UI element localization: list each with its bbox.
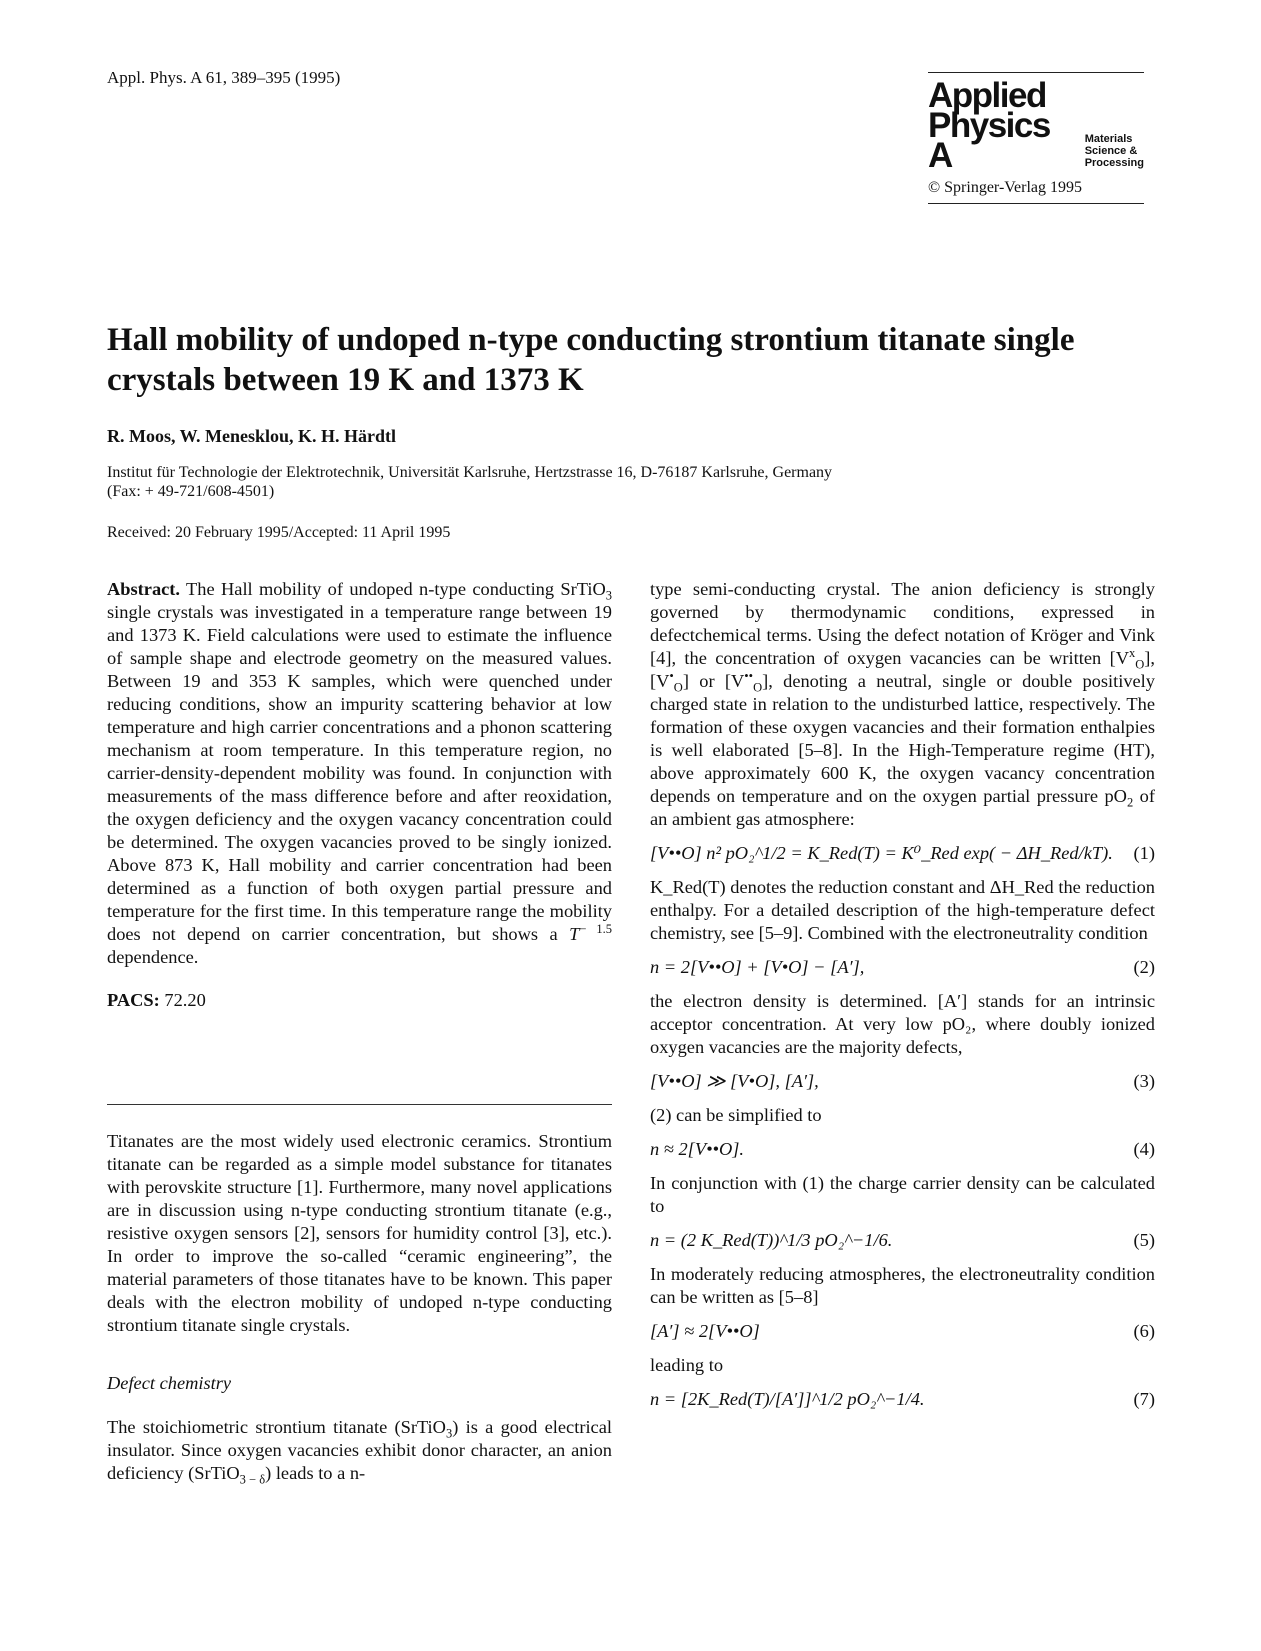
equation-6 xyxy=(650,1320,1155,1343)
abstract xyxy=(107,578,612,969)
affiliation-fax: (Fax: + 49-721/608-4501) xyxy=(107,483,275,500)
eq3-number: (3) xyxy=(1133,1071,1155,1091)
intro-block xyxy=(107,1130,612,1337)
defect-sub-delta: 3 − δ xyxy=(239,1472,266,1487)
logo-sub-2: Science & xyxy=(1084,145,1138,157)
vac-double: •• xyxy=(744,668,754,683)
right-paragraph-4: (2) can be simplified to xyxy=(650,1105,822,1125)
eq1-number: (1) xyxy=(1133,843,1155,863)
logo-title xyxy=(928,76,1079,175)
p1-text-d: ], denoting a neutral, single or double positively charged state in relation to the undisturbed lattice, respectively. The formation of these oxygen vacancies and their formation enthalpies is well elaborated [5–8]. In the High-Temperature regime (HT), above approximately 600 K, the oxygen vacancy concentration depends on temperature and on the oxygen partial pressure pO xyxy=(650,671,1155,806)
equation-2 xyxy=(650,956,1155,979)
defect-text-c: ) leads to a n- xyxy=(265,1463,366,1483)
p1-text-b: ], [V xyxy=(650,648,1155,691)
authors: R. Moos, W. Menesklou, K. H. Härdtl xyxy=(107,426,397,446)
abstract-T: T xyxy=(569,924,580,944)
abstract-text-b: single crystals was investigated in a temperature range between 19 and 1373 K. Field calculations were used to estimate the influence of sample shape and electrode geometry on the measured values. Between 19 and 353 K samples, which were quenched under reducing conditions, show an impurity scattering behavior at low temperature and high carrier concentrations and a phonon scattering mechanism at room temperature. In this temperature region, no carrier-density-dependent mobility was found. In conjunction with measurements of the mass difference before and after reoxidation, the oxygen deficiency and the oxygen vacancy concentration could be determined. The oxygen vacancies proved to be singly ionized. Above 873 K, Hall mobility and carrier concentration had been determined as a function of both oxygen partial pressure and temperature for the first time. In this temperature range the mobility does not depend on carrier concentration, but shows a xyxy=(107,602,612,944)
logo-line-1: Applied xyxy=(928,76,1046,115)
eq4-number: (4) xyxy=(1133,1139,1155,1159)
right-column xyxy=(650,578,1155,1422)
equation-4 xyxy=(650,1138,1155,1161)
eq6-number: (6) xyxy=(1133,1321,1155,1341)
eq4-body: n ≈ 2[V••O]. xyxy=(650,1139,744,1159)
right-paragraph-2: K_Red(T) denotes the reduction constant and ΔH_Red the reduction enthalpy. For a detailed description of the high-temperature defect chemistry, see [5–9]. Combined with the electroneutrality condition xyxy=(650,877,1155,943)
logo-sub-3: Processing xyxy=(1084,157,1144,169)
received-dates: Received: 20 February 1995/Accepted: 11 April 1995 xyxy=(107,524,451,541)
right-paragraph-3: the electron density is determined. [A′] stands for an intrinsic acceptor concentration. At very low pO₂, where doubly ionized oxygen vacancies are the majority defects, xyxy=(650,991,1155,1057)
eq2-body: n = 2[V••O] + [V•O] − [A′], xyxy=(650,957,865,977)
logo-bottom-rule xyxy=(928,203,1144,204)
affiliation xyxy=(107,463,1137,501)
abstract-separator xyxy=(107,1104,612,1105)
logo-wordmark xyxy=(928,76,1144,175)
section-block xyxy=(107,1372,612,1485)
pacs xyxy=(107,989,612,1012)
po2-sub: 2 xyxy=(1126,795,1134,810)
eq6-body: [A′] ≈ 2[V••O] xyxy=(650,1321,760,1341)
eq7-number: (7) xyxy=(1133,1389,1155,1409)
abstract-exponent: − 1.5 xyxy=(579,921,612,936)
defect-paragraph xyxy=(107,1416,612,1485)
right-paragraph-7: leading to xyxy=(650,1355,724,1375)
journal-logo xyxy=(928,72,1144,204)
logo-line-2: Physics A xyxy=(928,106,1050,175)
eq7-body: n = [2K_Red(T)/[A′]]^1/2 pO₂^−1/4. xyxy=(650,1389,925,1409)
right-paragraph-5: In conjunction with (1) the charge carrier density can be calculated to xyxy=(650,1173,1155,1216)
vac-o-1: O xyxy=(1135,657,1145,672)
abstract-label: Abstract. xyxy=(107,579,181,599)
section-heading: Defect chemistry xyxy=(107,1373,232,1393)
p1-text-e: of an ambient gas atmosphere: xyxy=(650,786,1156,829)
paper-title: Hall mobility of undoped n-type conducting strontium titanate single crystals between 19 K and 1373 K xyxy=(107,322,1075,398)
vac-o-3: O xyxy=(753,680,763,695)
left-column xyxy=(107,578,612,1012)
p1-text-a: type semi-conducting crystal. The anion deficiency is strongly governed by thermodynamic conditions, expressed in defectchemical terms. Using the defect notation of Kröger and Vink [4], the concentration of oxygen vacancies can be written [V xyxy=(650,579,1155,668)
eq5-body: n = (2 K_Red(T))^1/3 pO₂^−1/6. xyxy=(650,1230,893,1250)
abstract-sub: 3 xyxy=(605,588,612,603)
affiliation-address: Institut für Technologie der Elektrotechnik, Universität Karlsruhe, Hertzstrasse 16, D-76187 Karlsruhe, Germany xyxy=(107,464,833,481)
equation-7 xyxy=(650,1388,1155,1411)
intro-paragraph: Titanates are the most widely used electronic ceramics. Strontium titanate can be regarded as a simple model substance for titanates with perovskite structure [1]. Furthermore, many novel applications are in discussion using n-type conducting strontium titanate (e.g., resistive oxygen sensors [2], sensors for humidity control [3], etc.). In order to improve the so-called “ceramic engineering”, the material parameters of those titanates have to be known. This paper deals with the electron mobility of undoped n-type conducting strontium titanate single crystals. xyxy=(107,1131,612,1335)
logo-top-rule xyxy=(928,72,1144,73)
copyright: © Springer-Verlag 1995 xyxy=(928,179,1083,196)
eq1-body: [V••O] n² pO₂^1/2 = K_Red(T) = K⁰_Red exp( − ΔH_Red/kT). xyxy=(650,843,1113,863)
vac-o-2: O xyxy=(673,680,683,695)
equation-5 xyxy=(650,1229,1155,1252)
pacs-value: 72.20 xyxy=(159,990,206,1010)
abstract-text-a: The Hall mobility of undoped n-type conducting SrTiO xyxy=(180,579,606,599)
logo-sub-1: Materials xyxy=(1084,133,1133,145)
vac-single: • xyxy=(669,668,674,683)
equation-1 xyxy=(650,842,1155,865)
logo-subtitle xyxy=(1085,133,1144,169)
equation-3 xyxy=(650,1070,1155,1093)
defect-sub-3: 3 xyxy=(445,1426,453,1441)
eq2-number: (2) xyxy=(1133,957,1155,977)
abstract-text-c: dependence. xyxy=(107,947,199,967)
defect-text-b: ) is a good electrical insulator. Since oxygen vacancies exhibit donor character, an anion deficiency (SrTiO xyxy=(107,1417,612,1483)
pacs-label: PACS: xyxy=(107,990,160,1010)
eq5-number: (5) xyxy=(1133,1230,1155,1250)
eq3-body: [V••O] ≫ [V•O], [A′], xyxy=(650,1071,819,1091)
defect-text-a: The stoichiometric strontium titanate (SrTiO xyxy=(107,1417,446,1437)
journal-citation: Appl. Phys. A 61, 389–395 (1995) xyxy=(107,68,341,87)
p1-text-c: ] or [V xyxy=(682,671,745,691)
right-paragraph-1 xyxy=(650,578,1155,831)
vac-neutral: x xyxy=(1128,645,1136,660)
right-paragraph-6: In moderately reducing atmospheres, the electroneutrality condition can be written as [5–8] xyxy=(650,1264,1155,1307)
